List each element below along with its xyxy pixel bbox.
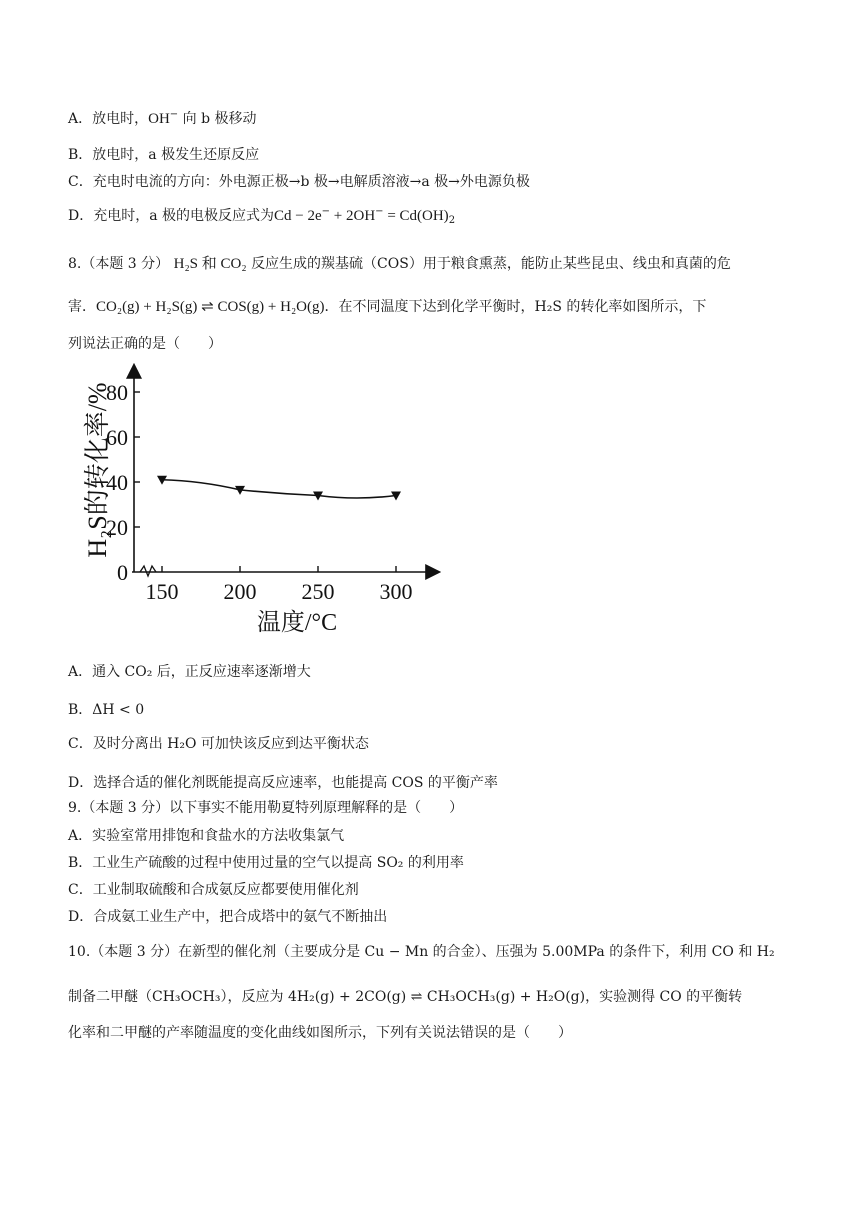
q8-option-c: C．及时分离出 H₂O 可加快该反应到达平衡状态	[68, 736, 369, 752]
q9-option-c: C．工业制取硫酸和合成氨反应都要使用催化剂	[68, 882, 359, 898]
q8-stem-line1	[68, 252, 731, 273]
q7-option-d	[68, 205, 455, 226]
option-text: A．放电时，	[68, 111, 149, 127]
q8-option-d: D．选择合适的催化剂既能提高反应速率，也能提高 COS 的平衡产率	[68, 775, 498, 791]
q7-option-c: C．充电时电流的方向：外电源正极→b 极→电解质溶液→a 极→外电源负极	[68, 174, 530, 190]
ion-charge: −	[375, 206, 384, 217]
x-axis-label: 温度/°C	[256, 610, 338, 636]
h2s-conversion-chart	[72, 360, 452, 640]
q9-option-b: B．工业生产硫酸的过程中使用过量的空气以提高 SO₂ 的利用率	[68, 855, 464, 871]
q9-stem: 9.（本题 3 分）以下事实不能用勒夏特列原理解释的是（ ）	[68, 800, 464, 816]
x-tick-label: 250	[301, 579, 335, 604]
electron-charge: −	[321, 206, 331, 217]
equation-part: Cd − 2e	[274, 208, 322, 224]
q10-stem-line3: 化率和二甲醚的产率随温度的变化曲线如图所示，下列有关说法错误的是（ ）	[68, 1025, 572, 1041]
ion-charge: −	[169, 109, 179, 120]
x-tick-label: 200	[223, 579, 257, 604]
y-tick-label: 20	[106, 515, 128, 540]
q9-option-a: A．实验室常用排饱和食盐水的方法收集氯气	[68, 828, 345, 844]
q10-stem-line1: 10.（本题 3 分）在新型的催化剂（主要成分是 Cu − Mn 的合金）、压强为 5.00MPa 的条件下，利用 CO 和 H₂	[68, 944, 775, 960]
hydroxide-ion: OH	[148, 111, 170, 127]
y-axis-label: H₂S的转化率/%	[83, 382, 112, 558]
q8-stem-line3: 列说法正确的是（ ）	[68, 336, 222, 352]
q10-stem-line2: 制备二甲醚（CH₃OCH₃），反应为 4H₂(g) + 2CO(g) ⇌ CH₃OCH₃(g) + H₂O(g)，实验测得 CO 的平衡转	[68, 989, 743, 1005]
y-tick-label: 40	[106, 470, 128, 495]
series-line	[162, 480, 396, 498]
reactants: H₂S 和 CO₂	[173, 256, 247, 272]
q9-option-d: D．合成氨工业生产中，把合成塔中的氨气不断抽出	[68, 909, 388, 925]
stem-text: ．在不同温度下达到化学平衡时，H₂S 的转化率如图所示，下	[324, 299, 707, 315]
subscript: 2	[448, 215, 456, 226]
y-tick-label: 60	[106, 425, 128, 450]
q7-option-b: B．放电时，a 极发生还原反应	[68, 147, 260, 163]
q8-option-a: A．通入 CO₂ 后，正反应速率逐渐增大	[68, 664, 311, 680]
axis-break-icon	[140, 566, 156, 576]
y-tick-label: 0	[117, 560, 128, 585]
stem-text: 害．	[68, 299, 96, 315]
q7-option-a	[68, 108, 257, 128]
stem-text: 反应生成的羰基硫（COS）用于粮食熏蒸，能防止某些昆虫、线虫和真菌的危	[251, 256, 731, 272]
option-text: 向 b 极移动	[178, 111, 257, 127]
q8-stem-line2	[68, 296, 706, 316]
x-tick-label: 300	[379, 579, 413, 604]
q8-option-b: B．ΔH < 0	[68, 702, 145, 718]
x-tick-label: 150	[145, 579, 179, 604]
equation-part: + 2OH	[330, 208, 376, 224]
question-number: 8.（本题 3 分）	[68, 256, 170, 272]
reaction-equation: CO₂(g) + H₂S(g) ⇌ COS(g) + H₂O(g)	[96, 299, 325, 315]
option-text: D．充电时，a 极的电极反应式为	[68, 208, 275, 224]
equation-part: = Cd(OH)	[383, 208, 449, 224]
y-tick-label: 80	[106, 380, 128, 405]
